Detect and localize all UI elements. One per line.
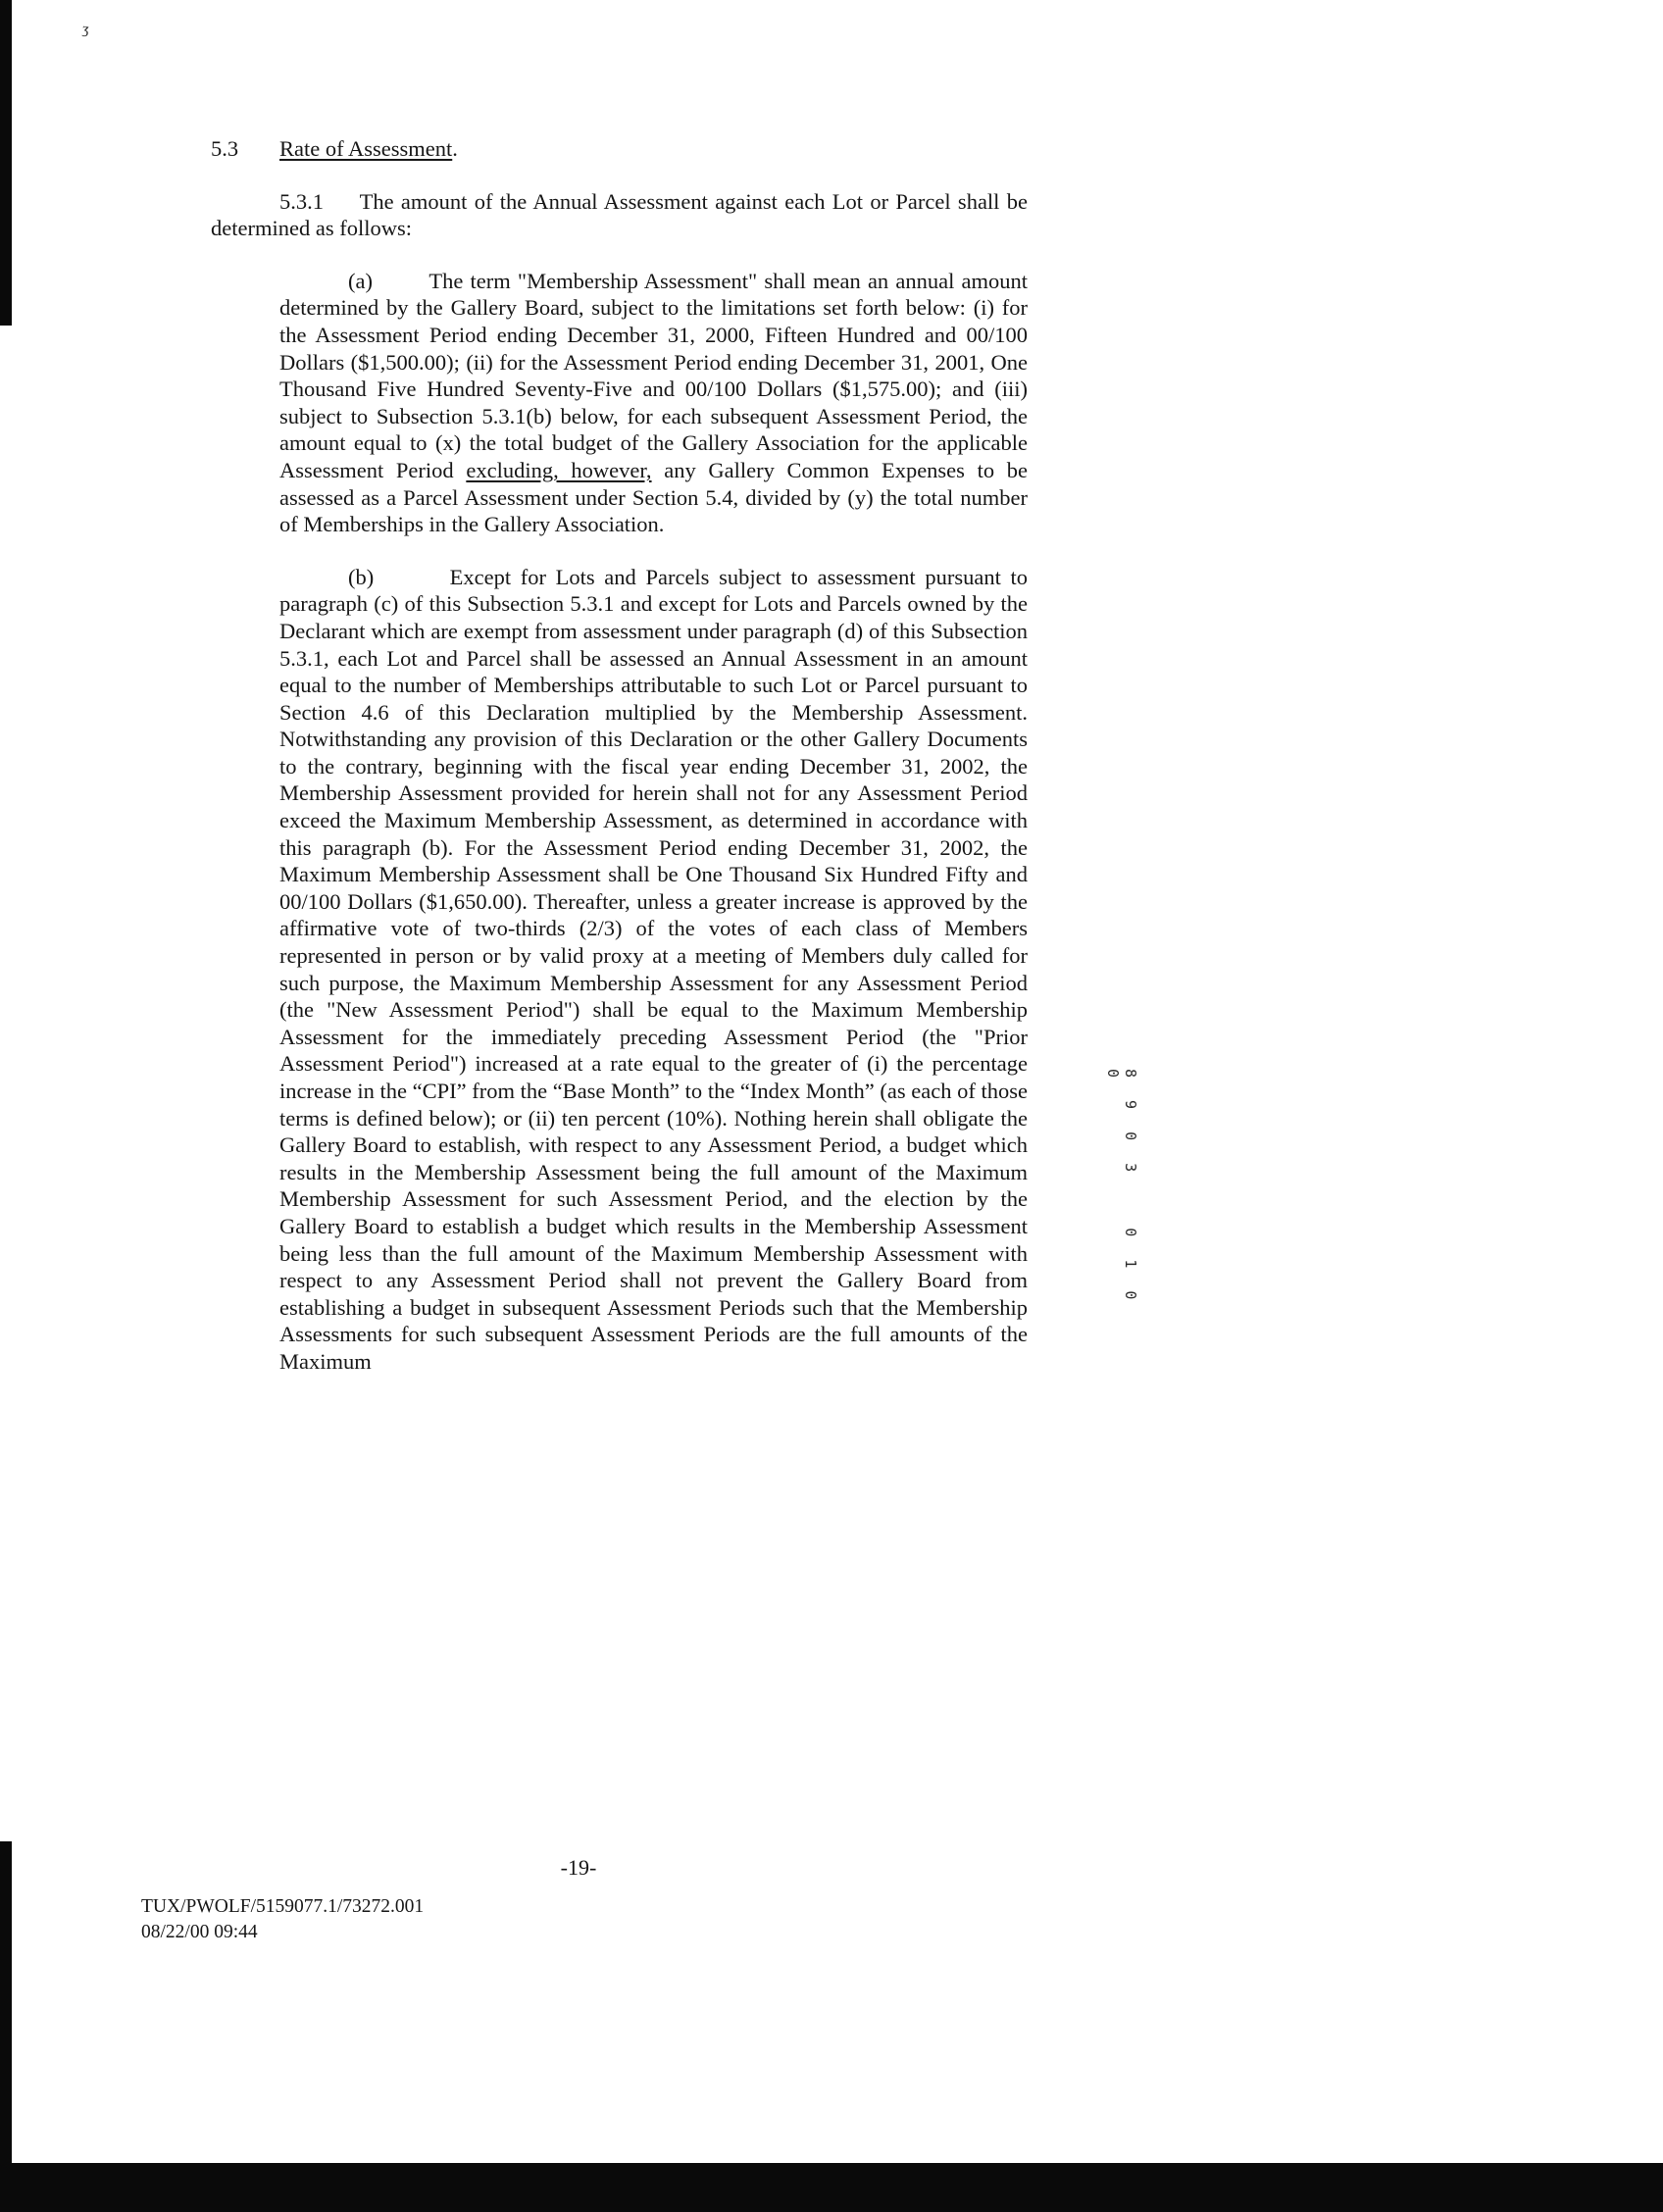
section-title-period: . (452, 136, 458, 161)
paragraph-a-text-continued: any Gallery Common Expenses to be assessed as a Parcel Assessment under Section 5.4, divided by (y) the total number of Memberships in the Gallery Association. (279, 457, 1029, 537)
document-body (211, 135, 1028, 1401)
page-number: -19- (560, 1855, 597, 1880)
section-title: Rate of Assessment (279, 136, 453, 161)
document-footer (141, 1894, 424, 1945)
section-number: 5.3 (211, 136, 239, 161)
paragraph-a (279, 268, 1028, 538)
scan-artifact-left-bottom (0, 1841, 12, 2212)
scan-artifact-left-top (0, 0, 12, 326)
doc-timestamp: 08/22/00 09:44 (141, 1922, 258, 1942)
doc-id: TUX/PWOLF/5159077.1/73272.001 (141, 1896, 425, 1917)
fax-stamp-top: 8 9 0 3 (1122, 1069, 1139, 1180)
fax-stamp-bottom: 0 1 0 0 (1104, 1069, 1139, 1307)
scan-speck: ʒ (80, 21, 90, 38)
paragraph-a-text: (a) The term "Membership Assessment" shall mean an annual amount determined by the Gallery Board, subject to the limitations set forth below: (i) for the Assessment Period ending December 31, 2000, Fifteen Hundred and 00/100 Dollars ($1,500.00); (ii) for the Assessment Period ending December 31, 2001, One Thousand Five Hundred Seventy-Five and 00/100 Dollars ($1,575.00); and (iii) subject to Subsection 5.3.1(b) below, for each subsequent Assessment Period, the amount equal to (x) the total budget of the Gallery Association for the applicable Assessment Period (279, 268, 1028, 482)
paragraph-a-underlined-phrase: excluding, however, (466, 457, 652, 482)
paragraph-b: (b) Except for Lots and Parcels subject to assessment pursuant to paragraph (c) of this Subsection 5.3.1 and except for Lots and Parcels owned by the Declarant which are exempt from assessment under paragraph (d) of this Subsection 5.3.1, each Lot and Parcel shall be assessed an Annual Assessment in an amount equal to the number of Memberships attributable to such Lot or Parcel pursuant to Section 4.6 of this Declaration multiplied by the Membership Assessment. Notwithstanding any provision of this Declaration or the other Gallery Documents to the contrary, beginning with the fiscal year ending December 31, 2002, the Membership Assessment provided for herein shall not for any Assessment Period exceed the Maximum Membership Assessment, as determined in accordance with this paragraph (b). For the Assessment Period ending December 31, 2002, the Maximum Membership Assessment shall be One Thousand Six Hundred Fifty and 00/100 Dollars ($1,650.00). Thereafter, unless a greater increase is approved by the affirmative vote of two-thirds (2/3) of the votes of each class of Members represented in person or by valid proxy at a meeting of Members duly called for such purpose, the Maximum Membership Assessment for any Assessment Period (the "New Assessment Period") shall be equal to the Maximum Membership Assessment for the immediately preceding Assessment Period (the "Prior Assessment Period") increased at a rate equal to the greater of (i) the percentage increase in the “CPI” from the “Base Month” to the “Index Month” (as each of those terms is defined below); or (ii) ten percent (10%). Nothing herein shall obligate the Gallery Board to establish, with respect to any Assessment Period, a budget which results in the Membership Assessment being the full amount of the Maximum Membership Assessment for such Assessment Period, and the election by the Gallery Board to establish a budget which results in the Membership Assessment being less than the full amount of the Maximum Membership Assessment with respect to any Assessment Period shall not prevent the Gallery Board from establishing a budget in subsequent Assessment Periods such that the Membership Assessments for such subsequent Assessment Periods are the full amounts of the Maximum (279, 564, 1028, 1374)
paragraph-5-3-1: 5.3.1 The amount of the Annual Assessment against each Lot or Parcel shall be determined as follows: (211, 188, 1028, 241)
section-heading (211, 135, 1028, 163)
scan-artifact-bottom-bar (0, 2163, 1663, 2212)
fax-stamp (1104, 1069, 1139, 1324)
